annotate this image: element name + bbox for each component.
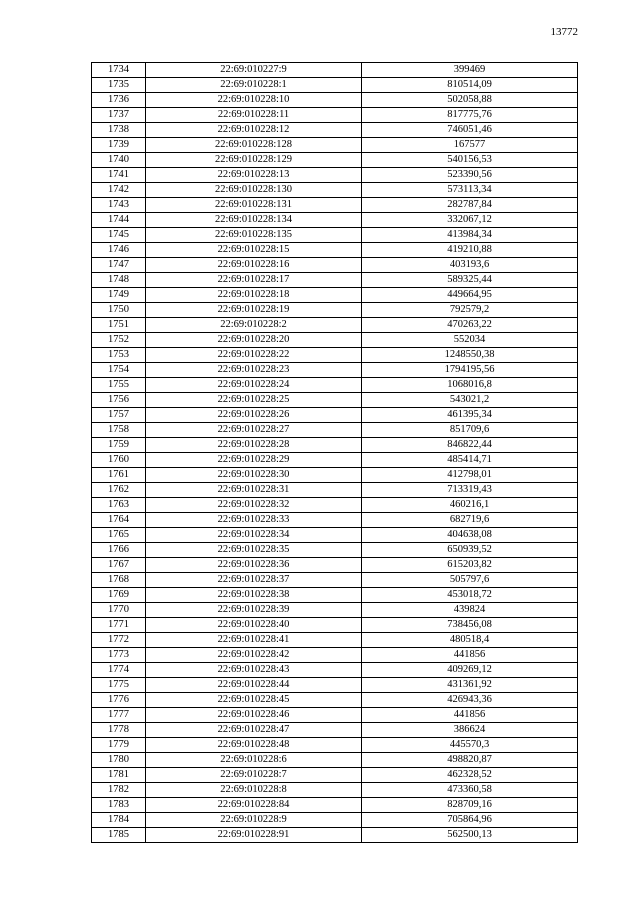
table-row [92, 708, 578, 723]
cadastral-number-cell: 22:69:010228:129 [146, 153, 362, 168]
cadastral-number-cell: 22:69:010228:17 [146, 273, 362, 288]
cadastral-number-cell: 22:69:010228:26 [146, 408, 362, 423]
cadastral-number-cell: 22:69:010228:25 [146, 393, 362, 408]
table-row [92, 543, 578, 558]
value-cell: 403193,6 [362, 258, 578, 273]
row-number-cell: 1737 [92, 108, 146, 123]
table-row [92, 573, 578, 588]
row-number-cell: 1743 [92, 198, 146, 213]
registry-table-body [92, 63, 578, 843]
row-number-cell: 1775 [92, 678, 146, 693]
cadastral-number-cell: 22:69:010228:7 [146, 768, 362, 783]
row-number-cell: 1776 [92, 693, 146, 708]
row-number-cell: 1777 [92, 708, 146, 723]
value-cell: 386624 [362, 723, 578, 738]
value-cell: 498820,87 [362, 753, 578, 768]
table-row [92, 453, 578, 468]
cadastral-number-cell: 22:69:010228:19 [146, 303, 362, 318]
cadastral-number-cell: 22:69:010228:28 [146, 438, 362, 453]
row-number-cell: 1756 [92, 393, 146, 408]
table-row [92, 63, 578, 78]
value-cell: 439824 [362, 603, 578, 618]
value-cell: 705864,96 [362, 813, 578, 828]
cadastral-number-cell: 22:69:010228:24 [146, 378, 362, 393]
cadastral-number-cell: 22:69:010228:135 [146, 228, 362, 243]
table-row [92, 108, 578, 123]
cadastral-number-cell: 22:69:010228:13 [146, 168, 362, 183]
table-row [92, 423, 578, 438]
table-row [92, 768, 578, 783]
table-row [92, 258, 578, 273]
row-number-cell: 1736 [92, 93, 146, 108]
row-number-cell: 1755 [92, 378, 146, 393]
value-cell: 1794195,56 [362, 363, 578, 378]
table-row [92, 198, 578, 213]
row-number-cell: 1769 [92, 588, 146, 603]
table-row [92, 243, 578, 258]
table-row [92, 318, 578, 333]
cadastral-number-cell: 22:69:010228:32 [146, 498, 362, 513]
value-cell: 713319,43 [362, 483, 578, 498]
row-number-cell: 1746 [92, 243, 146, 258]
cadastral-number-cell: 22:69:010228:29 [146, 453, 362, 468]
table-row [92, 813, 578, 828]
row-number-cell: 1782 [92, 783, 146, 798]
row-number-cell: 1763 [92, 498, 146, 513]
table-row [92, 753, 578, 768]
value-cell: 441856 [362, 708, 578, 723]
cadastral-number-cell: 22:69:010228:15 [146, 243, 362, 258]
value-cell: 485414,71 [362, 453, 578, 468]
value-cell: 473360,58 [362, 783, 578, 798]
value-cell: 419210,88 [362, 243, 578, 258]
row-number-cell: 1774 [92, 663, 146, 678]
value-cell: 1248550,38 [362, 348, 578, 363]
cadastral-number-cell: 22:69:010227:9 [146, 63, 362, 78]
table-row [92, 468, 578, 483]
cadastral-number-cell: 22:69:010228:33 [146, 513, 362, 528]
cadastral-number-cell: 22:69:010228:42 [146, 648, 362, 663]
row-number-cell: 1766 [92, 543, 146, 558]
row-number-cell: 1764 [92, 513, 146, 528]
row-number-cell: 1772 [92, 633, 146, 648]
table-row [92, 168, 578, 183]
cadastral-number-cell: 22:69:010228:31 [146, 483, 362, 498]
row-number-cell: 1735 [92, 78, 146, 93]
row-number-cell: 1784 [92, 813, 146, 828]
value-cell: 505797,6 [362, 573, 578, 588]
value-cell: 828709,16 [362, 798, 578, 813]
table-row [92, 378, 578, 393]
table-row [92, 348, 578, 363]
value-cell: 846822,44 [362, 438, 578, 453]
row-number-cell: 1778 [92, 723, 146, 738]
row-number-cell: 1739 [92, 138, 146, 153]
value-cell: 453018,72 [362, 588, 578, 603]
cadastral-number-cell: 22:69:010228:47 [146, 723, 362, 738]
value-cell: 461395,34 [362, 408, 578, 423]
table-row [92, 828, 578, 843]
table-row [92, 408, 578, 423]
row-number-cell: 1748 [92, 273, 146, 288]
table-row [92, 633, 578, 648]
cadastral-number-cell: 22:69:010228:40 [146, 618, 362, 633]
table-row [92, 663, 578, 678]
cadastral-number-cell: 22:69:010228:39 [146, 603, 362, 618]
table-row [92, 738, 578, 753]
row-number-cell: 1749 [92, 288, 146, 303]
value-cell: 426943,36 [362, 693, 578, 708]
value-cell: 552034 [362, 333, 578, 348]
row-number-cell: 1745 [92, 228, 146, 243]
value-cell: 399469 [362, 63, 578, 78]
value-cell: 413984,34 [362, 228, 578, 243]
row-number-cell: 1750 [92, 303, 146, 318]
table-row [92, 183, 578, 198]
cadastral-number-cell: 22:69:010228:45 [146, 693, 362, 708]
table-row [92, 513, 578, 528]
cadastral-number-cell: 22:69:010228:44 [146, 678, 362, 693]
table-row [92, 648, 578, 663]
row-number-cell: 1781 [92, 768, 146, 783]
row-number-cell: 1738 [92, 123, 146, 138]
value-cell: 412798,01 [362, 468, 578, 483]
row-number-cell: 1740 [92, 153, 146, 168]
cadastral-number-cell: 22:69:010228:2 [146, 318, 362, 333]
table-row [92, 483, 578, 498]
row-number-cell: 1760 [92, 453, 146, 468]
value-cell: 817775,76 [362, 108, 578, 123]
value-cell: 441856 [362, 648, 578, 663]
row-number-cell: 1771 [92, 618, 146, 633]
row-number-cell: 1741 [92, 168, 146, 183]
table-row [92, 273, 578, 288]
table-row [92, 393, 578, 408]
table-row [92, 93, 578, 108]
value-cell: 282787,84 [362, 198, 578, 213]
table-row [92, 798, 578, 813]
value-cell: 409269,12 [362, 663, 578, 678]
cadastral-number-cell: 22:69:010228:134 [146, 213, 362, 228]
value-cell: 589325,44 [362, 273, 578, 288]
value-cell: 650939,52 [362, 543, 578, 558]
page-number: 13772 [550, 26, 578, 38]
table-row [92, 558, 578, 573]
value-cell: 460216,1 [362, 498, 578, 513]
row-number-cell: 1751 [92, 318, 146, 333]
value-cell: 738456,08 [362, 618, 578, 633]
table-row [92, 588, 578, 603]
table-row [92, 123, 578, 138]
cadastral-number-cell: 22:69:010228:18 [146, 288, 362, 303]
value-cell: 851709,6 [362, 423, 578, 438]
value-cell: 810514,09 [362, 78, 578, 93]
row-number-cell: 1757 [92, 408, 146, 423]
cadastral-number-cell: 22:69:010228:9 [146, 813, 362, 828]
row-number-cell: 1779 [92, 738, 146, 753]
row-number-cell: 1780 [92, 753, 146, 768]
cadastral-number-cell: 22:69:010228:131 [146, 198, 362, 213]
cadastral-number-cell: 22:69:010228:10 [146, 93, 362, 108]
cadastral-number-cell: 22:69:010228:35 [146, 543, 362, 558]
cadastral-number-cell: 22:69:010228:22 [146, 348, 362, 363]
value-cell: 445570,3 [362, 738, 578, 753]
cadastral-number-cell: 22:69:010228:84 [146, 798, 362, 813]
table-row [92, 78, 578, 93]
row-number-cell: 1759 [92, 438, 146, 453]
table-row [92, 603, 578, 618]
table-row [92, 498, 578, 513]
value-cell: 792579,2 [362, 303, 578, 318]
value-cell: 332067,12 [362, 213, 578, 228]
row-number-cell: 1753 [92, 348, 146, 363]
value-cell: 615203,82 [362, 558, 578, 573]
table-row [92, 138, 578, 153]
value-cell: 746051,46 [362, 123, 578, 138]
row-number-cell: 1758 [92, 423, 146, 438]
cadastral-number-cell: 22:69:010228:48 [146, 738, 362, 753]
value-cell: 573113,34 [362, 183, 578, 198]
table-row [92, 213, 578, 228]
cadastral-number-cell: 22:69:010228:23 [146, 363, 362, 378]
cadastral-number-cell: 22:69:010228:43 [146, 663, 362, 678]
cadastral-number-cell: 22:69:010228:130 [146, 183, 362, 198]
row-number-cell: 1734 [92, 63, 146, 78]
cadastral-number-cell: 22:69:010228:37 [146, 573, 362, 588]
registry-table [91, 62, 578, 843]
value-cell: 562500,13 [362, 828, 578, 843]
cadastral-number-cell: 22:69:010228:41 [146, 633, 362, 648]
row-number-cell: 1768 [92, 573, 146, 588]
table-row [92, 153, 578, 168]
value-cell: 480518,4 [362, 633, 578, 648]
cadastral-number-cell: 22:69:010228:34 [146, 528, 362, 543]
value-cell: 470263,22 [362, 318, 578, 333]
value-cell: 167577 [362, 138, 578, 153]
value-cell: 462328,52 [362, 768, 578, 783]
cadastral-number-cell: 22:69:010228:128 [146, 138, 362, 153]
cadastral-number-cell: 22:69:010228:1 [146, 78, 362, 93]
cadastral-number-cell: 22:69:010228:46 [146, 708, 362, 723]
row-number-cell: 1747 [92, 258, 146, 273]
table-row [92, 693, 578, 708]
cadastral-number-cell: 22:69:010228:38 [146, 588, 362, 603]
row-number-cell: 1754 [92, 363, 146, 378]
value-cell: 543021,2 [362, 393, 578, 408]
table-row [92, 783, 578, 798]
row-number-cell: 1742 [92, 183, 146, 198]
table-row [92, 438, 578, 453]
value-cell: 431361,92 [362, 678, 578, 693]
row-number-cell: 1761 [92, 468, 146, 483]
cadastral-number-cell: 22:69:010228:30 [146, 468, 362, 483]
cadastral-number-cell: 22:69:010228:20 [146, 333, 362, 348]
table-row [92, 333, 578, 348]
table-row [92, 228, 578, 243]
row-number-cell: 1785 [92, 828, 146, 843]
table-row [92, 618, 578, 633]
cadastral-number-cell: 22:69:010228:16 [146, 258, 362, 273]
value-cell: 502058,88 [362, 93, 578, 108]
row-number-cell: 1744 [92, 213, 146, 228]
cadastral-number-cell: 22:69:010228:91 [146, 828, 362, 843]
row-number-cell: 1762 [92, 483, 146, 498]
value-cell: 540156,53 [362, 153, 578, 168]
row-number-cell: 1767 [92, 558, 146, 573]
cadastral-number-cell: 22:69:010228:8 [146, 783, 362, 798]
row-number-cell: 1770 [92, 603, 146, 618]
table-row [92, 303, 578, 318]
cadastral-number-cell: 22:69:010228:6 [146, 753, 362, 768]
row-number-cell: 1773 [92, 648, 146, 663]
row-number-cell: 1752 [92, 333, 146, 348]
table-row [92, 528, 578, 543]
table-row [92, 723, 578, 738]
row-number-cell: 1765 [92, 528, 146, 543]
value-cell: 682719,6 [362, 513, 578, 528]
table-row [92, 363, 578, 378]
cadastral-number-cell: 22:69:010228:27 [146, 423, 362, 438]
row-number-cell: 1783 [92, 798, 146, 813]
value-cell: 404638,08 [362, 528, 578, 543]
value-cell: 523390,56 [362, 168, 578, 183]
table-row [92, 678, 578, 693]
table-row [92, 288, 578, 303]
value-cell: 1068016,8 [362, 378, 578, 393]
cadastral-number-cell: 22:69:010228:11 [146, 108, 362, 123]
cadastral-number-cell: 22:69:010228:36 [146, 558, 362, 573]
value-cell: 449664,95 [362, 288, 578, 303]
cadastral-number-cell: 22:69:010228:12 [146, 123, 362, 138]
